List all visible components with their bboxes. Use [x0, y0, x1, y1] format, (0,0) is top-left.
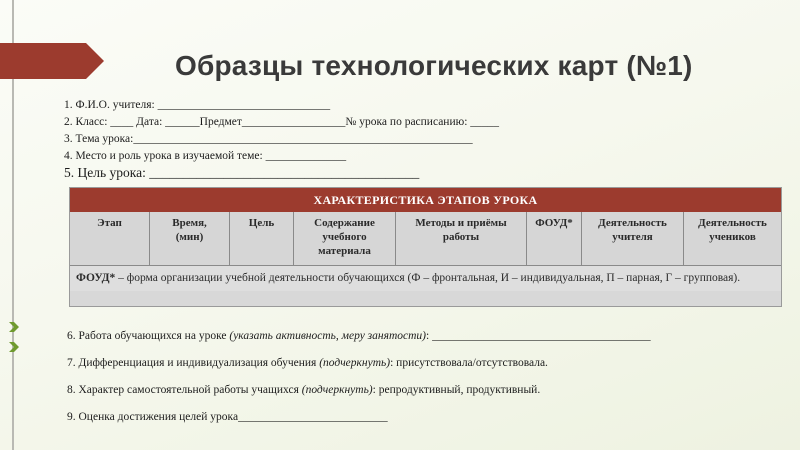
footnote-text: – форма организации учебной деятельности обучающихся (Ф – фронтальная, И – индивидуальная, П – парная, Г – групповая).: [115, 272, 741, 284]
bottom-line-independent-work: 8. Характер самостоятельной работы учащихся (подчеркнуть): репродуктивный, продуктивный.: [67, 384, 541, 396]
footnote-term: ФОУД*: [76, 272, 116, 284]
bottom-line-differentiation: 7. Дифференциация и индивидуализация обучения (подчеркнуть): присутствовала/отсутствовала.: [67, 357, 548, 369]
header-cell-goal: Цель: [230, 212, 294, 265]
title-arrow-shape: [0, 43, 104, 79]
header-cell-time: Время, (мин): [150, 212, 230, 265]
header-cell-content: Содержание учебного материала: [294, 212, 396, 265]
table-title: ХАРАКТЕРИСТИКА ЭТАПОВ УРОКА: [70, 188, 781, 212]
info-line-class: 2. Класс: ____ Дата: ______Предмет__________________№ урока по расписанию: _____: [64, 116, 500, 128]
bottom-line-work: 6. Работа обучающихся на уроке (указать активность, меру занятости): ______________________________________: [67, 330, 651, 342]
header-cell-methods: Методы и приёмы работы: [396, 212, 527, 265]
info-line-place: 4. Место и роль урока в изучаемой теме: ______________: [64, 150, 347, 162]
header-cell-stage: Этап: [70, 212, 150, 265]
header-cell-teacher-activity: Деятельность учителя: [582, 212, 684, 265]
info-line-topic: 3. Тема урока:___________________________________________________________: [64, 133, 473, 145]
table-header-row: [70, 212, 781, 266]
bottom-line-assessment: 9. Оценка достижения целей урока__________________________: [67, 411, 388, 423]
lesson-stages-table: [69, 187, 782, 307]
small-arrow-icon: [9, 342, 19, 352]
header-cell-foud: ФОУД*: [527, 212, 582, 265]
info-line-goal: 5. Цель урока: ________________________________________: [64, 165, 420, 180]
header-cell-student-activity: Деятельность учеников: [698, 217, 767, 243]
table-footnote: [70, 266, 781, 291]
info-line-teacher: 1. Ф.И.О. учителя: ______________________________: [64, 99, 331, 111]
small-arrow-icon: [9, 322, 19, 332]
page-title: Образцы технологических карт (№1): [175, 50, 693, 81]
